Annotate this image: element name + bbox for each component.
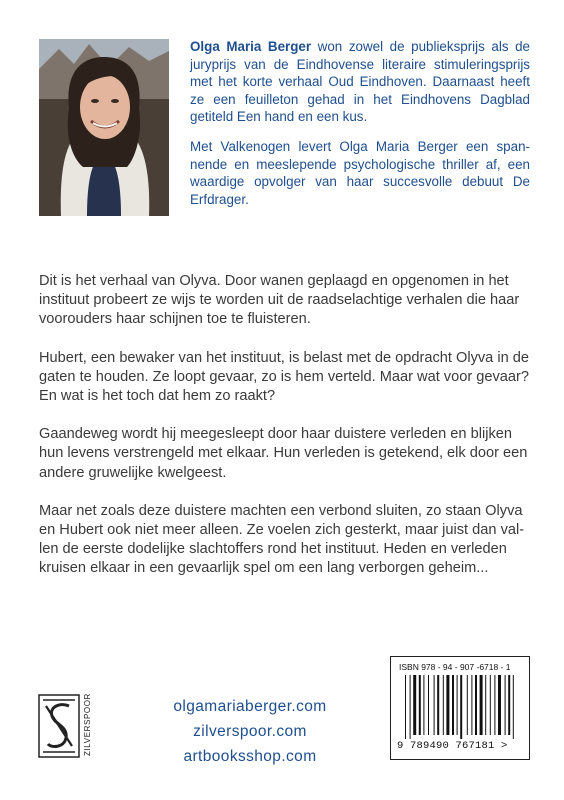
blurb-paragraph-2: Hubert, een bewaker van het instituut, is belast met de opdracht Olyva in de gaten te houden. Ze loopt gevaar, zo is hem verteld. Maar wat voor gevaar? En wat is het toch dat hem zo raakt?: [39, 349, 529, 405]
link-zilverspoor[interactable]: zilverspoor.com: [193, 723, 307, 740]
author-bio: [190, 38, 530, 220]
logo-text: ZILVERSPOOR: [83, 694, 92, 756]
bio-paragraph-1: [190, 38, 530, 126]
blurb-paragraph-4: Maar net zoals deze duistere machten een verbond sluiten, zo staan Olyva en Hubert ook niet meer alleen. Ze voelen zich gesterkt, maar juist dan vallen de eerste dodelijke slachtoffers rond het instituut. Heden en verleden kruisen elkaar in een gevaarlijk spel om een lang verborgen geheim...: [39, 502, 525, 577]
bio-paragraph-2: Met Valkenogen levert Olga Maria Berger een spannende en meeslepende psychologische thriller af, een waardige opvolger van haar succesvolle debuut De Erfdrager.: [190, 138, 530, 207]
bio-paragraph-1-text: won zowel de publieksprijs als de juryprijs van de Eindhovense literaire stimuleringsprijs met het korte verhaal Oud Eindhoven. Daarnaast heeft ze een feuilleton gehad in het Eindhovens Dagblad getiteld Een hand en een kus.: [190, 39, 530, 125]
link-olgamariaberger[interactable]: olgamariaberger.com: [173, 698, 327, 715]
isbn-barcode: [390, 656, 530, 760]
author-photo: [39, 39, 169, 216]
link-artbooksshop[interactable]: artbooksshop.com: [183, 748, 317, 765]
blurb-paragraph-1: Dit is het verhaal van Olyva. Door wanen geplaagd en opgenomen in het instituut probeert ze wijs te worden uit de raadselachtige verhalen die haar voorouders haar schijnen toe te fluisteren.: [39, 273, 520, 328]
blurb: [39, 272, 529, 598]
blurb-paragraph-3: Gaandeweg wordt hij meegesleept door haar duistere verleden en blijken hun levens verstrengeld met elkaar. Hun verleden is getekend, elk door een andere gruwelijke kwelgeest.: [39, 426, 528, 481]
barcode-digits: 9 789490 767181 >: [397, 740, 508, 752]
author-name: Olga Maria Berger: [190, 39, 312, 54]
isbn-label: ISBN 978 - 94 - 907 -6718 - 1: [399, 662, 511, 672]
website-links: [155, 694, 345, 769]
zilverspoor-logo: [38, 694, 94, 758]
